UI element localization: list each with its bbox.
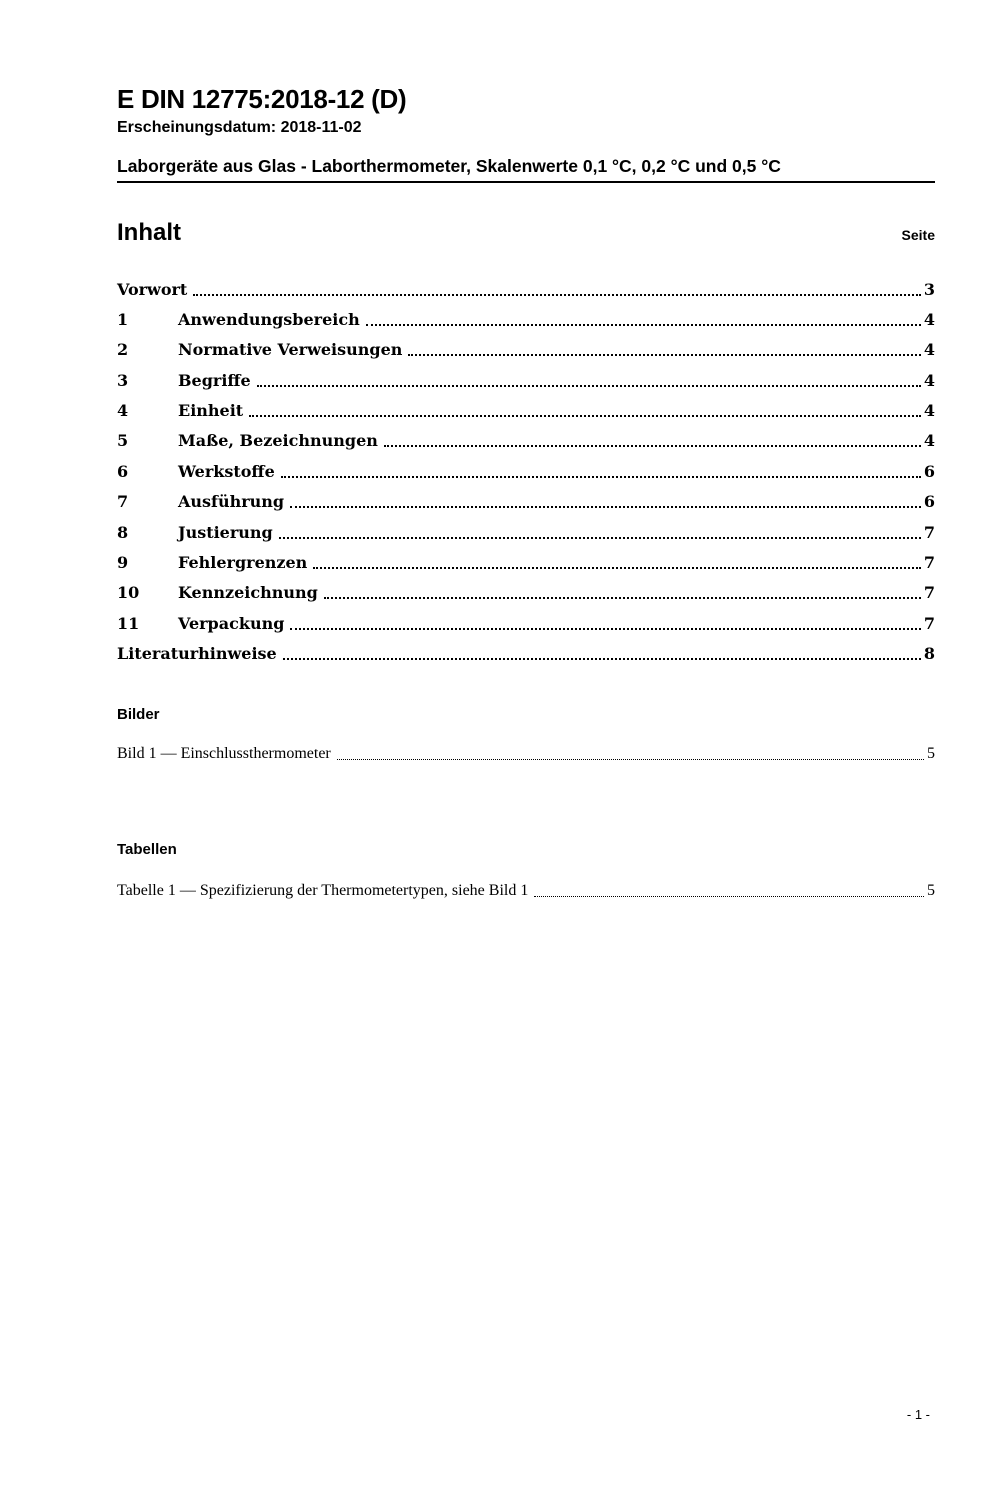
toc-entry-page: 7 [923, 583, 935, 603]
figures-list [117, 746, 935, 762]
toc-entry-label: Normative Verweisungen [178, 340, 403, 360]
dot-leader [408, 354, 920, 356]
toc-entry-number: 9 [117, 553, 129, 573]
figure-entry-page: 5 [927, 745, 935, 763]
toc-entry [117, 433, 935, 449]
toc-entry-label: Einheit [178, 401, 244, 421]
toc-entry [117, 403, 935, 419]
doc-code: E DIN 12775:2018-12 (D) [117, 84, 407, 114]
dot-leader [324, 597, 921, 599]
toc-entry [117, 585, 935, 601]
toc-entry-number: 11 [117, 613, 140, 633]
toc-entry-page: 8 [923, 644, 935, 664]
toc-entry-number: 3 [117, 370, 129, 390]
toc-entry-number: 1 [117, 309, 129, 329]
toc-entry-page: 7 [923, 522, 935, 542]
figures-heading: Bilder [117, 706, 160, 724]
table-entry [117, 883, 935, 899]
toc-entry-page: 3 [923, 279, 935, 299]
toc-entry [117, 342, 935, 358]
toc-entry [117, 613, 935, 633]
toc-entry [117, 309, 935, 329]
toc-entry-label: Begriffe [178, 370, 251, 390]
toc-entry [117, 370, 935, 390]
dot-leader [366, 324, 921, 326]
figure-entry-label: Bild 1 — Einschlussthermometer [117, 745, 331, 763]
dot-leader [193, 294, 921, 296]
dot-leader [337, 759, 924, 760]
toc-entry-page: 6 [923, 461, 935, 481]
toc-entry-page: 4 [923, 370, 935, 390]
toc-entry-number: 2 [117, 340, 129, 360]
tables-heading: Tabellen [117, 841, 177, 859]
toc-entry-label: Kennzeichnung [178, 583, 318, 603]
dot-leader [279, 537, 921, 539]
toc-entry-page: 4 [923, 401, 935, 421]
dot-leader [257, 385, 921, 387]
toc-entry-number: 7 [117, 492, 129, 512]
dot-leader [313, 567, 921, 569]
toc-entry-number: 5 [117, 431, 129, 451]
toc-entry-label: Ausführung [178, 492, 285, 512]
dot-leader [290, 506, 921, 508]
toc-entry-number: 4 [117, 401, 129, 421]
doc-title: Laborgeräte aus Glas - Laborthermometer, Skalenwerte 0,1 °C, 0,2 °C und 0,5 °C [117, 158, 935, 183]
toc-header-row [117, 218, 935, 246]
figures-section [117, 707, 935, 762]
toc-entry-number: 10 [117, 583, 140, 603]
toc-entry-label: Verpackung [178, 613, 285, 633]
dot-leader [534, 896, 924, 897]
toc-heading: Inhalt [117, 218, 181, 246]
dot-leader [283, 658, 921, 660]
toc-entry-label: Justierung [178, 522, 273, 542]
dot-leader [290, 628, 920, 630]
dot-leader [249, 415, 921, 417]
toc-entry-page: 7 [923, 553, 935, 573]
toc-entry-page: 6 [923, 492, 935, 512]
tables-list [117, 883, 935, 899]
table-entry-label: Tabelle 1 — Spezifizierung der Thermometertypen, siehe Bild 1 [117, 882, 529, 900]
table-entry-page: 5 [927, 882, 935, 900]
toc-entry-label: Anwendungsbereich [178, 309, 360, 329]
tables-section [117, 842, 935, 899]
toc-entry-label: Literaturhinweise [117, 644, 277, 664]
toc-entry-label: Vorwort [117, 279, 188, 299]
toc-entry [117, 279, 935, 299]
toc-entry-page: 4 [923, 340, 935, 360]
toc-list [117, 279, 935, 664]
toc-entry [117, 461, 935, 481]
publish-date: Erscheinungsdatum: 2018-11-02 [117, 119, 362, 136]
toc-entry [117, 494, 935, 510]
toc-entry [117, 555, 935, 571]
toc-entry-page: 4 [923, 309, 935, 329]
dot-leader [281, 476, 921, 478]
dot-leader [384, 445, 921, 447]
toc-entry-number: 6 [117, 461, 129, 481]
toc-entry [117, 522, 935, 542]
toc-entry-label: Werkstoffe [178, 461, 275, 481]
figure-entry [117, 746, 935, 762]
toc-entry [117, 646, 935, 662]
page-number-footer: - 1 - [906, 1407, 930, 1422]
toc-entry-number: 8 [117, 522, 129, 542]
toc-entry-page: 7 [923, 613, 935, 633]
toc-entry-label: Fehlergrenzen [178, 553, 308, 573]
page-column-label: Seite [901, 226, 935, 243]
toc-entry-page: 4 [923, 431, 935, 451]
toc-entry-label: Maße, Bezeichnungen [178, 431, 378, 451]
document-page [0, 86, 992, 899]
